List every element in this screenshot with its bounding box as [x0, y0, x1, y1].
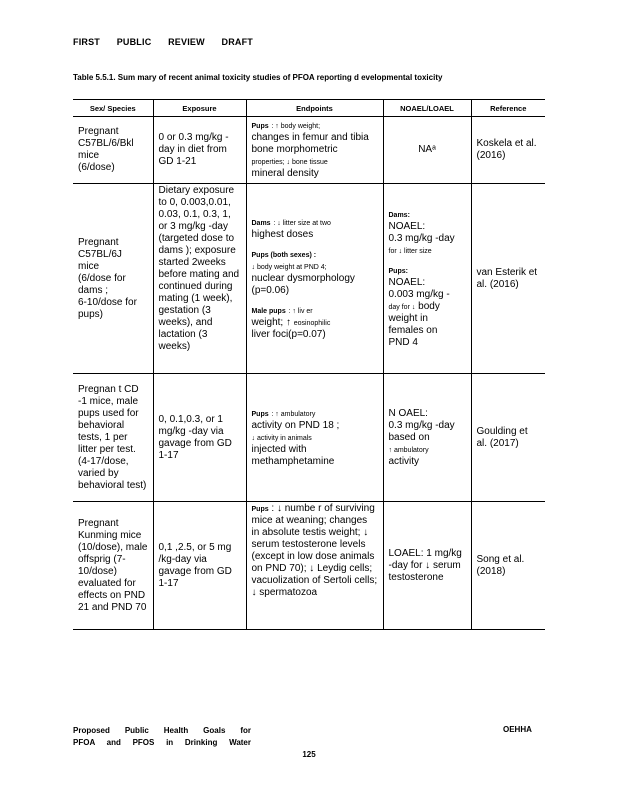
cell-endpoints	[246, 117, 383, 184]
noael-text: PND 4	[388, 336, 418, 348]
cell-noael	[383, 184, 471, 374]
table-row	[73, 117, 545, 184]
endpoint-small: : ↑ ambulatory	[271, 410, 316, 418]
endpoint-text: changes in femur and tibia bone morphometric	[251, 132, 369, 155]
species-line: (6/dose for	[78, 272, 126, 284]
species-line: Pregnant	[78, 236, 119, 248]
endpoint-text: highest doses	[251, 228, 314, 240]
noael-text: NOAEL:	[388, 220, 426, 232]
cell-noael	[383, 374, 471, 502]
noael-text: NOAEL:	[388, 276, 426, 288]
col-header-endpoints: Endpoints	[246, 100, 383, 117]
table-row	[73, 374, 545, 502]
endpoint-small: properties; ↓ bone tissue	[251, 159, 328, 166]
cell-reference: Koskela et al. (2016)	[471, 117, 545, 184]
cell-exposure: Dietary exposure to 0, 0.003,0.01, 0.03, 0.1, 0.3, 1, or 3 mg/kg -day (targeted dose to dams ); exposure started 2weeks before mating and continued during mating (1 week), gestation (3 weeks), and lactation (3 weeks)	[153, 184, 246, 374]
cell-species: Pregnant Kunming mice (10/dose), male offsprig (7-10/dose) evaluated for effects on PND 21 and PND 70	[73, 502, 153, 630]
table-row	[73, 184, 545, 374]
species-line: C57BL/6/Bkl	[78, 138, 134, 149]
species-line: pups)	[78, 308, 104, 320]
noael-small: day for ↓	[388, 303, 416, 311]
cell-noael: NAᵃ	[383, 117, 471, 184]
species-line: mice	[78, 150, 100, 161]
endpoint-label: Dams	[251, 219, 271, 227]
page-number: 125	[302, 750, 316, 759]
endpoint-small: ↓ activity in animals	[251, 434, 312, 442]
col-header-exposure: Exposure	[153, 100, 246, 117]
endpoint-text: : ↓ numbe r of surviving mice at weaning; changes in absolute testis weight; ↓ serum testosterone levels (except in low dose animals on PND 70); ↓ Leydig cells; vacuolization of Sertoli cells; ↓ spermatozoa	[251, 503, 378, 598]
cell-endpoints	[246, 374, 383, 502]
toxicity-studies-table	[73, 99, 545, 630]
endpoint-small: : ↑ body weight;	[271, 123, 321, 130]
noael-text: activity	[388, 455, 420, 467]
footer-agency: OEHHA	[503, 725, 532, 734]
cell-reference: Goulding et al. (2017)	[471, 374, 545, 502]
endpoint-text: mineral density	[251, 168, 319, 179]
noael-text: weight in	[388, 312, 428, 324]
species-line: 6-10/dose for	[78, 296, 137, 308]
draft-header: FIRST PUBLIC REVIEW DRAFT	[73, 37, 253, 47]
cell-species	[73, 184, 153, 374]
footer-title-line: PFOA and PFOS in Drinking Water	[73, 738, 251, 747]
species-line: Pregnant	[78, 126, 119, 137]
species-line: C57BL/6J	[78, 248, 122, 260]
endpoint-small: ↓ body weight at PND 4;	[251, 263, 327, 271]
cell-exposure: 0 or 0.3 mg/kg -day in diet from GD 1-21	[153, 117, 246, 184]
noael-small: ↑ ambulatory	[388, 446, 429, 454]
cell-reference: van Esterik et al. (2016)	[471, 184, 545, 374]
cell-endpoints	[246, 502, 383, 630]
noael-text: N OAEL:	[388, 407, 428, 419]
table-row	[73, 502, 545, 630]
species-line: dams ;	[78, 284, 109, 296]
endpoint-label: Pups (both sexes) :	[251, 251, 317, 259]
noael-text: 0.3 mg/kg -day based on	[388, 419, 455, 443]
endpoint-text: injected with methamphetamine	[251, 443, 335, 467]
noael-text: body	[418, 300, 440, 312]
cell-exposure: 0, 0.1,0.3, or 1 mg/kg -day via gavage from GD 1-17	[153, 374, 246, 502]
cell-species	[73, 117, 153, 184]
noael-label: Dams:	[388, 211, 410, 219]
endpoint-small: : ↓ litter size at two	[273, 219, 331, 227]
cell-species: Pregnan t CD -1 mice, male pups used for behavioral tests, 1 per litter per test. (4-17/dose, varied by behavioral test)	[73, 374, 153, 502]
table-caption: Table 5.5.1. Sum mary of recent animal toxicity studies of PFOA reporting d evelopmental toxicity	[73, 73, 443, 82]
endpoint-text: nuclear dysmorphology (p=0.06)	[251, 272, 355, 296]
noael-label: Pups:	[388, 267, 408, 275]
cell-exposure: 0,1 ,2.5, or 5 mg /kg-day via gavage from GD 1-17	[153, 502, 246, 630]
col-header-species: Sex/ Species	[73, 100, 153, 117]
endpoint-small: : ↑ liv er	[288, 307, 313, 315]
noael-small: for ↓ litter size	[388, 247, 432, 255]
col-header-noael: NOAEL/LOAEL	[383, 100, 471, 117]
noael-text: females on	[388, 324, 438, 336]
cell-endpoints	[246, 184, 383, 374]
table-header-row	[73, 100, 545, 117]
endpoint-label: Pups	[251, 506, 269, 513]
endpoint-text: liver foci(p=0.07)	[251, 328, 326, 340]
endpoint-text: weight; ↑	[251, 316, 291, 328]
cell-noael: LOAEL: 1 mg/kg -day for ↓ serum testosterone	[383, 502, 471, 630]
species-line: mice	[78, 260, 100, 272]
species-line: (6/dose)	[78, 162, 115, 173]
noael-text: 0.003 mg/kg -	[388, 288, 450, 300]
col-header-reference: Reference	[471, 100, 545, 117]
endpoint-label: Pups	[251, 410, 269, 418]
cell-reference: Song et al. (2018)	[471, 502, 545, 630]
endpoint-text: activity on PND 18 ;	[251, 419, 340, 431]
footer-title	[73, 725, 251, 749]
endpoint-small: eosinophilic	[293, 319, 331, 327]
endpoint-label: Pups	[251, 123, 269, 130]
endpoint-label: Male pups	[251, 307, 286, 315]
footer-title-line: Proposed Public Health Goals for	[73, 726, 251, 735]
noael-text: 0.3 mg/kg -day	[388, 232, 455, 244]
